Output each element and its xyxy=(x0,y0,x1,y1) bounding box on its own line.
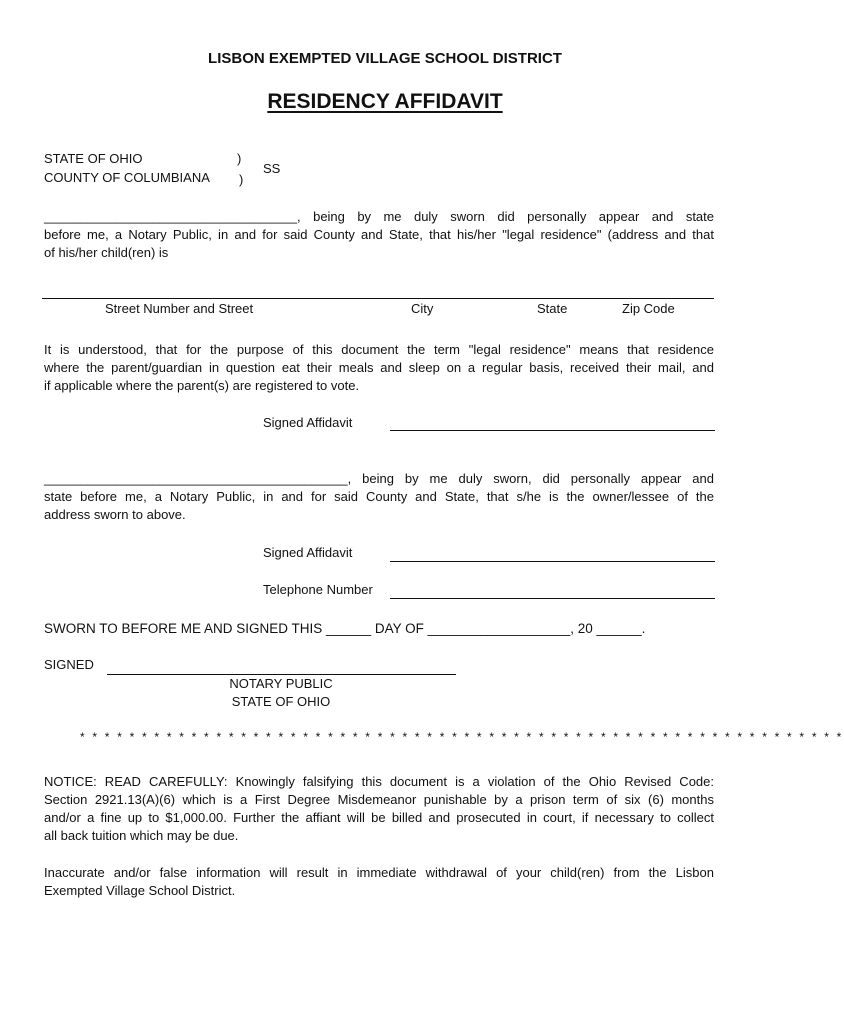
telephone-line[interactable] xyxy=(390,598,715,599)
address-zip-label: Zip Code xyxy=(622,301,675,316)
signed-affidavit-line-2[interactable] xyxy=(390,561,715,562)
owner-line-3: address sworn to above. xyxy=(44,507,186,522)
definition-line-1: It is understood, that for the purpose of this document the term "legal residence" means that residence xyxy=(44,342,714,357)
notary-state-label: STATE OF OHIO xyxy=(231,694,331,709)
affiant-line-1: ___________________________________, being by me duly sworn did personally appear and state xyxy=(44,209,714,224)
notice-line-4: all back tuition which may be due. xyxy=(44,828,239,843)
signed-affidavit-label-1: Signed Affidavit xyxy=(263,415,353,430)
star-separator: * * * * * * * * * * * * * * * * * * * * * * * * * * * * * * * * * * * * * * * * * * * * * * * * * * * * * * * * * * * * * * xyxy=(80,730,844,744)
signed-affidavit-label-2: Signed Affidavit xyxy=(263,545,353,560)
address-state-label: State xyxy=(537,301,568,316)
notice-line-2: Section 2921.13(A)(6) which is a First Degree Misdemeanor punishable by a prison term of six (6) months xyxy=(44,792,714,807)
definition-line-2: where the parent/guardian in question eat their meals and sleep on a regular basis, received their mail, and xyxy=(44,360,714,375)
definition-line-3: if applicable where the parent(s) are registered to vote. xyxy=(44,378,360,393)
sworn-statement: SWORN TO BEFORE ME AND SIGNED THIS ______ DAY OF ___________________, 20 ______. xyxy=(44,621,646,636)
notice-line-3: and/or a fine up to $1,000.00. Further the affiant will be billed and prosecuted in court, if necessary to collect xyxy=(44,810,714,825)
signed-affidavit-line-1[interactable] xyxy=(390,430,715,431)
notary-public-label: NOTARY PUBLIC xyxy=(229,676,333,691)
owner-statement xyxy=(44,470,714,524)
notice-line-1: NOTICE: READ CAREFULLY: Knowingly falsifying this document is a violation of the Ohio Revised Code: xyxy=(44,774,714,789)
warning-paragraph xyxy=(44,864,714,900)
owner-line-1: __________________________________________, being by me duly sworn, did personally appear and xyxy=(44,471,714,486)
affiant-line-2: before me, a Notary Public, in and for said County and State, that his/her "legal residence" (address and that xyxy=(44,227,714,242)
warning-line-2: Exempted Village School District. xyxy=(44,883,236,898)
venue-ss: SS xyxy=(263,161,281,176)
venue-paren-2: ) xyxy=(239,172,244,187)
affiant-line-3: of his/her child(ren) is xyxy=(44,245,169,260)
venue-state: STATE OF OHIO xyxy=(44,151,143,166)
owner-line-2: state before me, a Notary Public, in and for said County and State, that s/he is the owner/lessee of the xyxy=(44,489,714,504)
address-street-label: Street Number and Street xyxy=(105,301,254,316)
address-line xyxy=(42,298,714,299)
district-heading: LISBON EXEMPTED VILLAGE SCHOOL DISTRICT xyxy=(208,50,562,67)
document-title: RESIDENCY AFFIDAVIT xyxy=(267,90,503,113)
telephone-label: Telephone Number xyxy=(263,582,373,597)
definition-paragraph xyxy=(44,341,714,395)
signed-label: SIGNED xyxy=(44,657,94,672)
warning-line-1: Inaccurate and/or false information will result in immediate withdrawal of your child(ren) from the Lisbon xyxy=(44,865,714,880)
address-city-label: City xyxy=(411,301,434,316)
notice-paragraph xyxy=(44,773,714,845)
venue-paren-1: ) xyxy=(237,151,242,166)
affiant-statement xyxy=(44,208,714,262)
venue-county: COUNTY OF COLUMBIANA xyxy=(44,170,210,185)
